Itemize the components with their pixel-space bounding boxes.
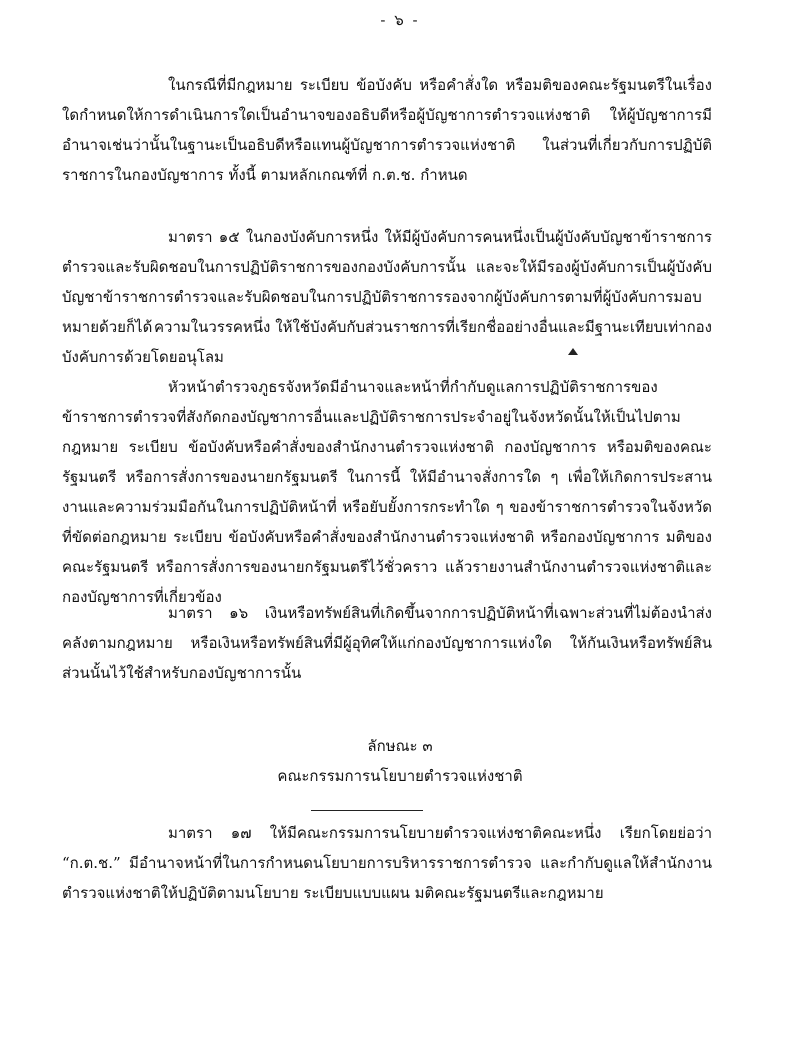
chapter-title: คณะกรรมการนโยบายตำรวจแห่งชาติ bbox=[277, 767, 523, 785]
section-divider bbox=[311, 810, 423, 811]
chapter-number: ลักษณะ ๓ bbox=[367, 737, 433, 755]
paragraph-section-16: มาตรา ๑๖ เงินหรือทรัพย์สินที่เกิดขึ้นจากการปฏิบัติหน้าที่เฉพาะส่วนที่ไม่ต้องนำส่งคลังตามกฎหมาย หรือเงินหรือทรัพย์สินที่มีผู้อุทิศให้แก่กองบัญชาการแห่งใด ให้กันเงินหรือทรัพย์สินส่วนนั้นไว้ใช้สำหรับกองบัญชาการนั้น bbox=[62, 604, 712, 682]
caret-mark-icon bbox=[568, 348, 578, 355]
paragraph-authority: ในกรณีที่มีกฎหมาย ระเบียบ ข้อบังคับ หรือคำสั่งใด หรือมติของคณะรัฐมนตรีในเรื่องใดกำหนดให้การดำเนินการใดเป็นอำนาจของอธิบดีหรือผู้บัญชาการตำรวจแห่งชาติ ให้ผู้บัญชาการมีอำนาจเช่นว่านั้นในฐานะเป็นอธิบดีหรือแทนผู้บัญชาการตำรวจแห่งชาติ ในส่วนที่เกี่ยวกับการปฏิบัติราชการในกองบัญชาการ ทั้งนี้ ตามหลักเกณฑ์ที่ ก.ต.ช. กำหนด bbox=[62, 76, 712, 184]
paragraph-section-15: มาตรา ๑๕ ในกองบังคับการหนึ่ง ให้มีผู้บังคับการคนหนึ่งเป็นผู้บังคับบัญชาข้าราชการตำรวจและรับผิดชอบในการปฏิบัติราชการของกองบังคับการนั้น และจะให้มีรองผู้บังคับการเป็นผู้บังคับบัญชาข้าราชการตำรวจและรับผิดชอบในการปฏิบัติราชการรองจากผู้บังคับการตามที่ผู้บังคับการมอบหมายด้วยก็ได้ bbox=[62, 228, 712, 336]
paragraph-section-15-clause-2: ความในวรรคหนึ่ง ให้ใช้บังคับกับส่วนราชการที่เรียกชื่ออย่างอื่นและมีฐานะเทียบเท่ากองบังคับการด้วยโดยอนุโลม bbox=[62, 318, 712, 366]
page-number: - ๖ - bbox=[380, 11, 420, 29]
paragraph-provincial-police: หัวหน้าตำรวจภูธรจังหวัดมีอำนาจและหน้าที่กำกับดูแลการปฏิบัติราชการของข้าราชการตำรวจที่สังกัดกองบัญชาการอื่นและปฏิบัติราชการประจำอยู่ในจังหวัดนั้นให้เป็นไปตามกฎหมาย ระเบียบ ข้อบังคับหรือคำสั่งของสำนักงานตำรวจแห่งชาติ กองบัญชาการ หรือมติของคณะรัฐมนตรี หรือการสั่งการของนายกรัฐมนตรี ในการนี้ ให้มีอำนาจสั่งการใด ๆ เพื่อให้เกิดการประสานงานและความร่วมมือกันในการปฏิบัติหน้าที่ หรือยับยั้งการกระทำใด ๆ ของข้าราชการตำรวจในจังหวัดที่ขัดต่อกฎหมาย ระเบียบ ข้อบังคับหรือคำสั่งของสำนักงานตำรวจแห่งชาติ หรือกองบัญชาการ มติของคณะรัฐมนตรี หรือการสั่งการของนายกรัฐมนตรีไว้ชั่วคราว แล้วรายงานสำนักงานตำรวจแห่งชาติและกองบัญชาการที่เกี่ยวข้อง bbox=[62, 378, 712, 606]
paragraph-section-17: มาตรา ๑๗ ให้มีคณะกรรมการนโยบายตำรวจแห่งชาติคณะหนึ่ง เรียกโดยย่อว่า “ก.ต.ช.” มีอำนาจหน้าที่ในการกำหนดนโยบายการบริหารราชการตำรวจ และกำกับดูแลให้สำนักงานตำรวจแห่งชาติให้ปฏิบัติตามนโยบาย ระเบียบแบบแผน มติคณะรัฐมนตรีและกฎหมาย bbox=[62, 824, 712, 902]
